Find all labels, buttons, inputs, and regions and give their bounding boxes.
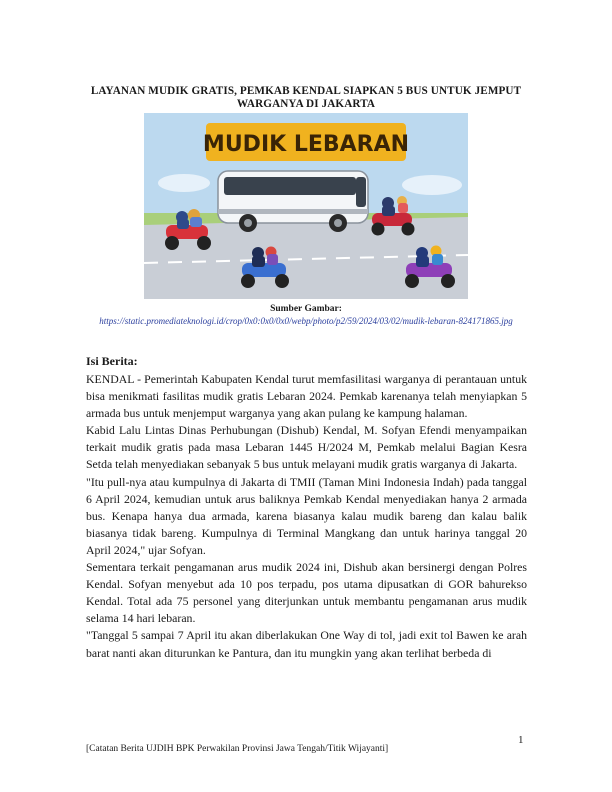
page-number: 1 xyxy=(518,734,524,746)
banner-text: MUDIK LEBARAN xyxy=(202,132,410,157)
paragraph: Sementara terkait pengamanan arus mudik 2024 ini, Dishub akan bersinergi dengan Polres Kendal. Sofyan menyebut ada 10 pos terpadu, pos utama dipusatkan di GOR bahurekso Kendal. Total ada 75 personel yang diterjunkan untuk membantu pengamanan arus mudik selama 14 hari lebaran. xyxy=(86,560,527,626)
section-heading: Isi Berita: xyxy=(86,354,138,368)
paragraph: "Itu pull-nya atau kumpulnya di Jakarta di TMII (Taman Mini Indonesia Indah) pada tanggal 6 April 2024, kemudian untuk arus baliknya Pemkab Kendal menyediakan hanya 2 armada bus. Kenapa hanya dua armada, karena biasanya kalau mudik bareng dan kalau balik biasanya tidak bareng. Kumpulnya di Terminal Mangkang dan untuk harinya tanggal 20 April 2024," ujar Sofyan. xyxy=(86,474,527,557)
paragraph: KENDAL - Pemerintah Kabupaten Kendal turut memfasilitasi warganya di perantauan untuk bisa menikmati fasilitas mudik gratis Lebaran 2024. Pemkab karenanya telah menyiapkan 5 armada bus untuk menjemput warganya yang akan pulang ke kampung halaman. xyxy=(86,372,527,421)
mudik-lebaran-illustration xyxy=(144,113,468,299)
image-source-url: https://static.promediateknologi.id/crop/0x0:0x0/0x0/webp/photo/p2/59/2024/03/02/mudik-lebaran-824171865.jpg xyxy=(99,316,513,326)
footer-note: [Catatan Berita UJDIH BPK Perwakilan Provinsi Jawa Tengah/Titik Wijayanti] xyxy=(86,744,389,754)
article-body xyxy=(86,371,527,662)
bus-icon xyxy=(218,171,368,232)
article-title: LAYANAN MUDIK GRATIS, PEMKAB KENDAL SIAPKAN 5 BUS UNTUK JEMPUT WARGANYA DI JAKARTA xyxy=(90,85,522,110)
image-source-label: Sumber Gambar: xyxy=(270,304,342,314)
paragraph: Kabid Lalu Lintas Dinas Perhubungan (Dishub) Kendal, M. Sofyan Efendi menyampaikan terkait mudik gratis pada masa Lebaran 1445 H/2024 M, Pemkab melalui Bagian Kesra Setda telah menyediakan sebanyak 5 bus untuk melayani mudik gratis warganya di Jakarta. xyxy=(86,423,527,472)
paragraph: "Tanggal 5 sampai 7 April itu akan diberlakukan One Way di tol, jadi exit tol Bawen ke arah barat nanti akan diturunkan ke Pantura, dan itu mungkin yang akan terlihat berbeda di xyxy=(86,628,527,660)
